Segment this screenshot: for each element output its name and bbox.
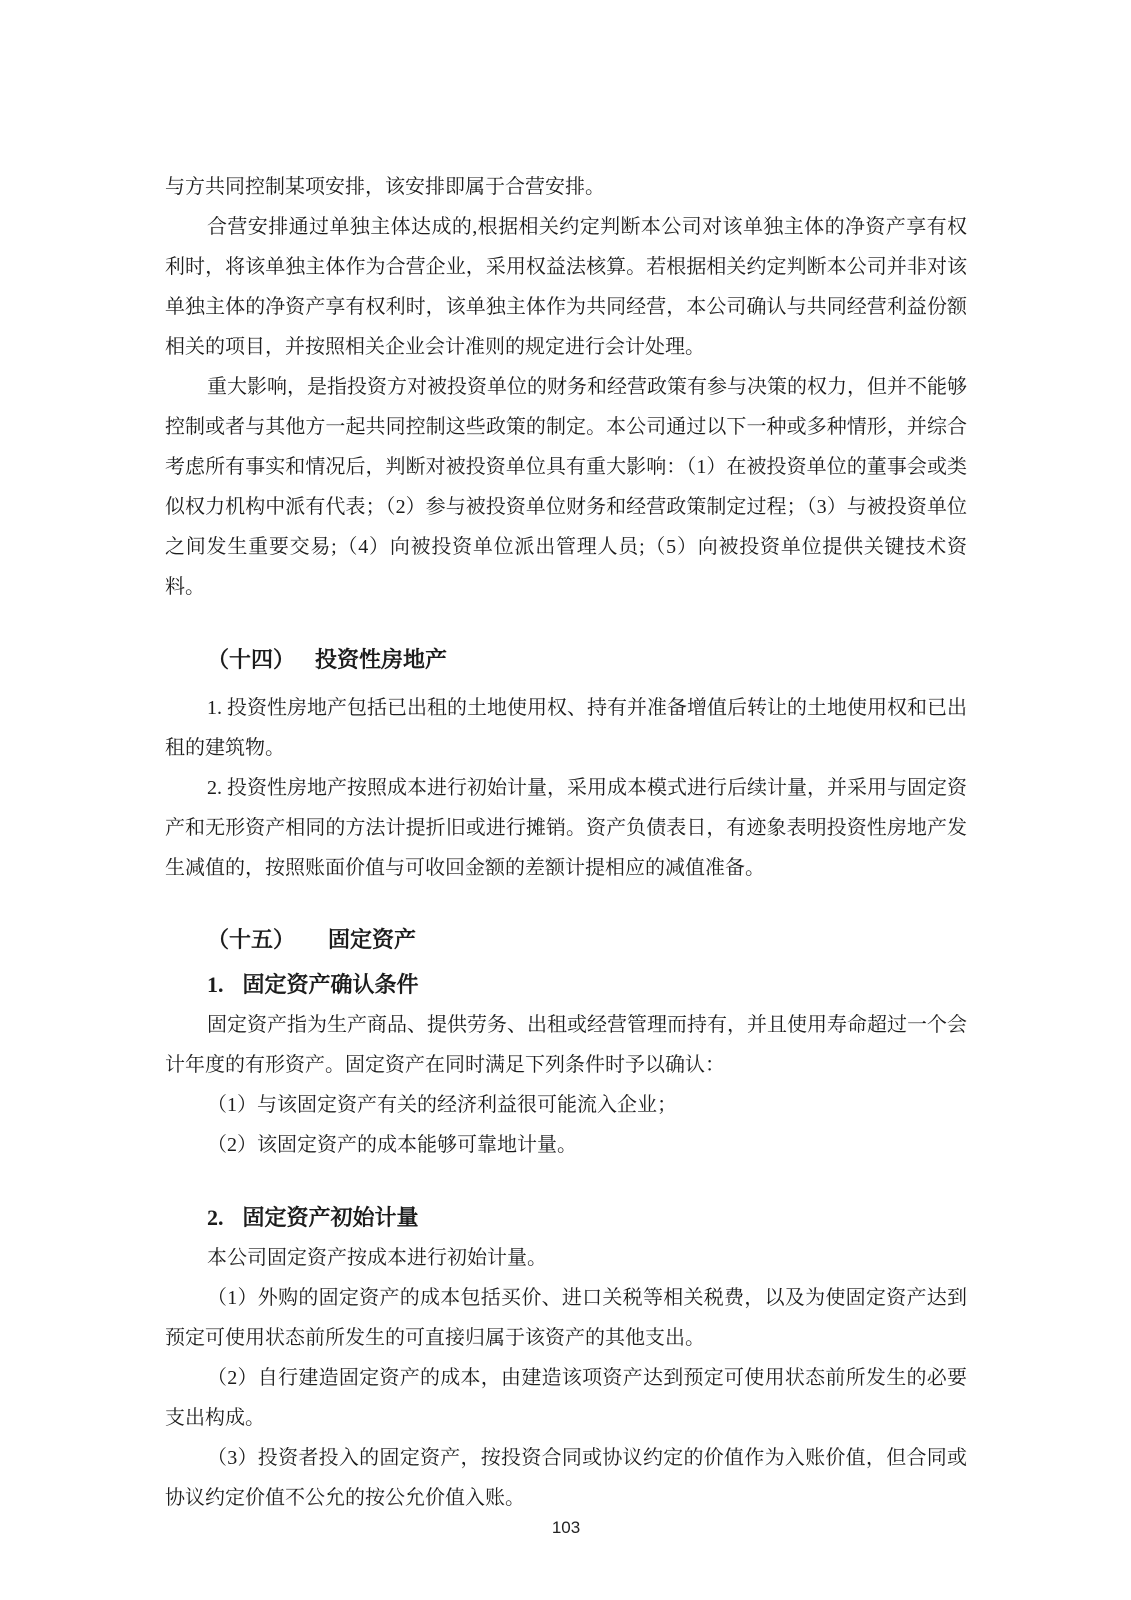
paragraph-joint-control-continuation: 与方共同控制某项安排，该安排即属于合营安排。 bbox=[165, 176, 605, 198]
list-item-condition-2: （2）该固定资产的成本能够可靠地计量。 bbox=[207, 1134, 577, 1156]
subheading-title: 固定资产初始计量 bbox=[242, 1205, 419, 1230]
paragraph-investment-property-scope: 1. 投资性房地产包括已出租的土地使用权、持有并准备增值后转让的土地使用权和已出租的建筑物。 bbox=[165, 697, 967, 759]
section-title: 投资性房地产 bbox=[315, 647, 448, 672]
subheading-number: 1. bbox=[207, 972, 224, 997]
list-item-condition-1: （1）与该固定资产有关的经济利益很可能流入企业； bbox=[207, 1094, 677, 1116]
page-number: 103 bbox=[551, 1518, 581, 1537]
paragraph-joint-arrangement: 合营安排通过单独主体达成的,根据相关约定判断本公司对该单独主体的净资产享有权利时，将该单独主体作为合营企业，采用权益法核算。若根据相关约定判断本公司并非对该单独主体的净资产享有权利时，该单独主体作为共同经营，本公司确认与共同经营利益份额相关的项目，并按照相关企业会计准则的规定进行会计处理。 bbox=[165, 216, 967, 358]
paragraph-significant-influence: 重大影响，是指投资方对被投资单位的财务和经营政策有参与决策的权力，但并不能够控制或者与其他方一起共同控制这些政策的制定。本公司通过以下一种或多种情形，并综合考虑所有事实和情况后，判断对被投资单位具有重大影响：（1）在被投资单位的董事会或类似权力机构中派有代表；（2）参与被投资单位财务和经营政策制定过程；（3）与被投资单位之间发生重要交易;（4）向被投资单位派出管理人员;（5）向被投资单位提供关键技术资料。 bbox=[165, 376, 967, 598]
paragraph-investment-property-measurement: 2. 投资性房地产按照成本进行初始计量，采用成本模式进行后续计量，并采用与固定资产和无形资产相同的方法计提折旧或进行摊销。资产负债表日，有迹象表明投资性房地产发生减值的，按照账面价值与可收回金额的差额计提相应的减值准备。 bbox=[165, 777, 967, 879]
list-item-investor-contributed-cost: （3）投资者投入的固定资产，按投资合同或协议约定的价值作为入账价值，但合同或协议约定价值不公允的按公允价值入账。 bbox=[165, 1447, 967, 1509]
paragraph-fixed-asset-definition: 固定资产指为生产商品、提供劳务、出租或经营管理而持有，并且使用寿命超过一个会计年度的有形资产。固定资产在同时满足下列条件时予以确认： bbox=[165, 1014, 967, 1076]
section-heading-14-investment-property bbox=[165, 640, 967, 680]
list-item-self-constructed-cost: （2）自行建造固定资产的成本，由建造该项资产达到预定可使用状态前所发生的必要支出构成。 bbox=[165, 1367, 967, 1429]
list-item-purchased-asset-cost: （1）外购的固定资产的成本包括买价、进口关税等相关税费，以及为使固定资产达到预定可使用状态前所发生的可直接归属于该资产的其他支出。 bbox=[165, 1287, 967, 1349]
subheading-2-initial-measurement bbox=[165, 1198, 967, 1238]
paragraph-initial-measurement: 本公司固定资产按成本进行初始计量。 bbox=[207, 1247, 547, 1269]
subheading-1-recognition-conditions bbox=[165, 965, 967, 1005]
section-heading-15-fixed-assets bbox=[165, 920, 967, 960]
subheading-title: 固定资产确认条件 bbox=[242, 972, 419, 997]
section-number: （十四） bbox=[207, 647, 296, 672]
section-number: （十五） bbox=[207, 927, 296, 952]
subheading-number: 2. bbox=[207, 1205, 224, 1230]
section-title: 固定资产 bbox=[328, 927, 417, 952]
